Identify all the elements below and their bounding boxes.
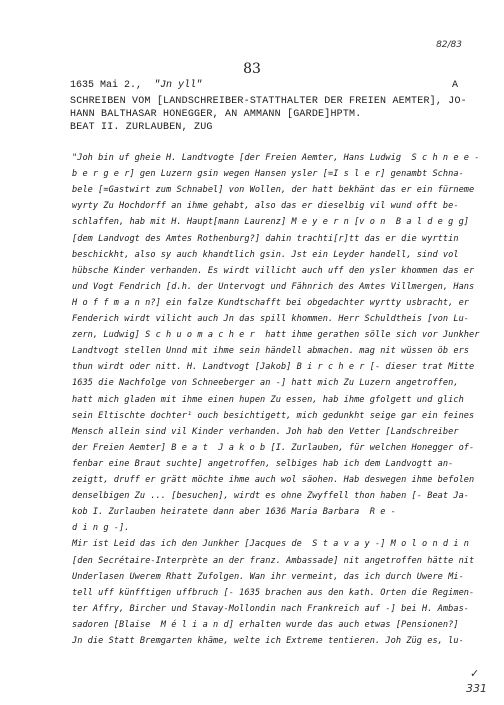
body-text-line: Mir ist Leid das ich den Junkher [Jacques de S t a v a y -] M o l o n d i n <box>72 539 470 550</box>
body-text-line: Fenderich wirdt vilicht auch Jn das spill khommen. Herr Schuldtheis [von Lu- <box>72 314 470 324</box>
body-text-line: und Vogt Fendrich [d.h. der Untervogt und Fähnrich des Amtes Villmergen, Hans <box>72 281 475 292</box>
body-text-line: schlaffen, hab mit H. Haupt[mann Laurenz] M e y e r n [v o n B a l d e g g] <box>72 217 470 228</box>
document-letter: A <box>452 80 459 91</box>
body-text-line: Underlasen Uwerem Rhatt Zufolgen. Wan ihr vermeint, das ich durch Uwere Mi- <box>72 571 464 582</box>
body-text-line: kob I. Zurlauben heiratete dann aber 1636 Maria Barbara R e - <box>72 507 396 518</box>
dateline <box>70 80 202 91</box>
body-text-line: Mensch allein sind vil Kinder verhanden. Joh hab den Vetter [Landschreiber <box>72 426 459 437</box>
body-text-line: fenbar eine Braut suchte] angetroffen, selbiges hab ich dem Landvogtt an- <box>72 458 454 469</box>
margin-check-mark: ✓ <box>470 667 480 680</box>
body-text-line: b e r g e r] gen Luzern gsin wegen Hansen ysler [=I s l e r] genambt Schna- <box>72 169 464 180</box>
body-text-line: [dem Landvogt des Amtes Rothenburg?] dahin trachti[r]tt das er die wyrttin <box>72 233 459 244</box>
body-text-line: zern, Ludwig] S c h u o m a c h e r hatt ihme gerathen sölle sich vor Junkher <box>72 330 480 341</box>
body-text-line: thun wirdt oder nitt. H. Landtvogt [Jakob] B i r c h e r [- dieser trat Mitte <box>72 362 475 373</box>
body-text-line: hübsche Kinder verhanden. Es wirdt villicht auch uff den ysler khommen das er <box>72 265 475 276</box>
page-number: 83 <box>243 61 261 77</box>
body-text-line: bele [=Gastwirt zum Schnabel] von Wollen, der hatt bekhänt das er ein fürneme <box>72 185 475 196</box>
body-text-line: ter Affry, Bircher und Stavay-Mollondin nach Frankreich auf -] bei H. Ambas- <box>72 603 470 614</box>
body-text-line: Jn die Statt Bremgarten khäme, welte ich Extreme tentieren. Joh Züg es, lu- <box>72 636 464 646</box>
body-text-line: sein Eltischte dochter¹ ouch besichtigett, mich gedunkht seige gar ein feines <box>72 410 475 421</box>
handwritten-folio-number: 331 <box>466 682 487 695</box>
body-text-line: hatt mich gladen mit ihme einen hupen Zu essen, hab ihme gfolgett und glich <box>72 394 464 405</box>
body-text-line: der Freien Aemter] B e a t J a k o b [I. Zurlauben, für welchen Honegger of- <box>72 442 475 453</box>
heading-line: BEAT II. ZURLAUBEN, ZUG <box>70 122 213 133</box>
document-incipit: "Jn yll" <box>154 80 203 91</box>
body-text-line: zeigtt, druff er grätt möchte ihme auch wol säohen. Hab deswegen ihme befolen <box>72 475 475 485</box>
body-text-line: Landtvogt stellen Unnd mit ihme sein händell abmachen. mag nit wüssen öb ers <box>72 346 470 357</box>
heading-line: HANN BALTHASAR HONEGGER, AN AMMANN [GARDE]HPTM. <box>70 109 362 120</box>
archive-page-reference: 82/83 <box>436 40 462 50</box>
body-text-line: wyrty Zu Hochdorff an ihme gehabt, also das er dieselbig vil wund offt be- <box>72 201 459 212</box>
body-text-line: denselbigen Zu ... [besuchen], wirdt es ohne Zwyffell thon haben [- Beat Ja- <box>72 491 470 502</box>
body-text-line: "Joh bin uf gheie H. Landtvogte [der Freien Aemter, Hans Ludwig S c h n e e - <box>72 153 480 163</box>
body-text-line: tell uff künfftigen uffbruch [- 1635 brachen aus den kath. Orten die Regimen- <box>72 587 475 598</box>
body-text-line: sadoren [Blaise M é l i a n d] erhalten wurde das auch etwas [Pensionen?] <box>72 619 459 630</box>
heading-line: SCHREIBEN VOM [LANDSCHREIBER-STATTHALTER DER FREIEN AEMTER], JO- <box>70 96 467 107</box>
body-text-line: beschickht, also sy auch khandtlich gsin. Jst ein Leyder handell, sind vol <box>72 249 459 260</box>
body-text-line: 1635 die Nachfolge von Schneeberger an -] hatt mich Zu Luzern angetroffen, <box>72 378 459 389</box>
document-date: 1635 Mai 2., <box>70 80 143 91</box>
body-text-line: [den Secrétaire-Interprète an der franz. Ambassade] nit angetroffen hätte nit <box>72 555 475 566</box>
body-text-line: d i n g -]. <box>72 523 130 534</box>
body-text-line: H o f f m a n n?] ein falze Kundtschafft bei obgedachter wyrtty usbracht, er <box>72 297 470 308</box>
